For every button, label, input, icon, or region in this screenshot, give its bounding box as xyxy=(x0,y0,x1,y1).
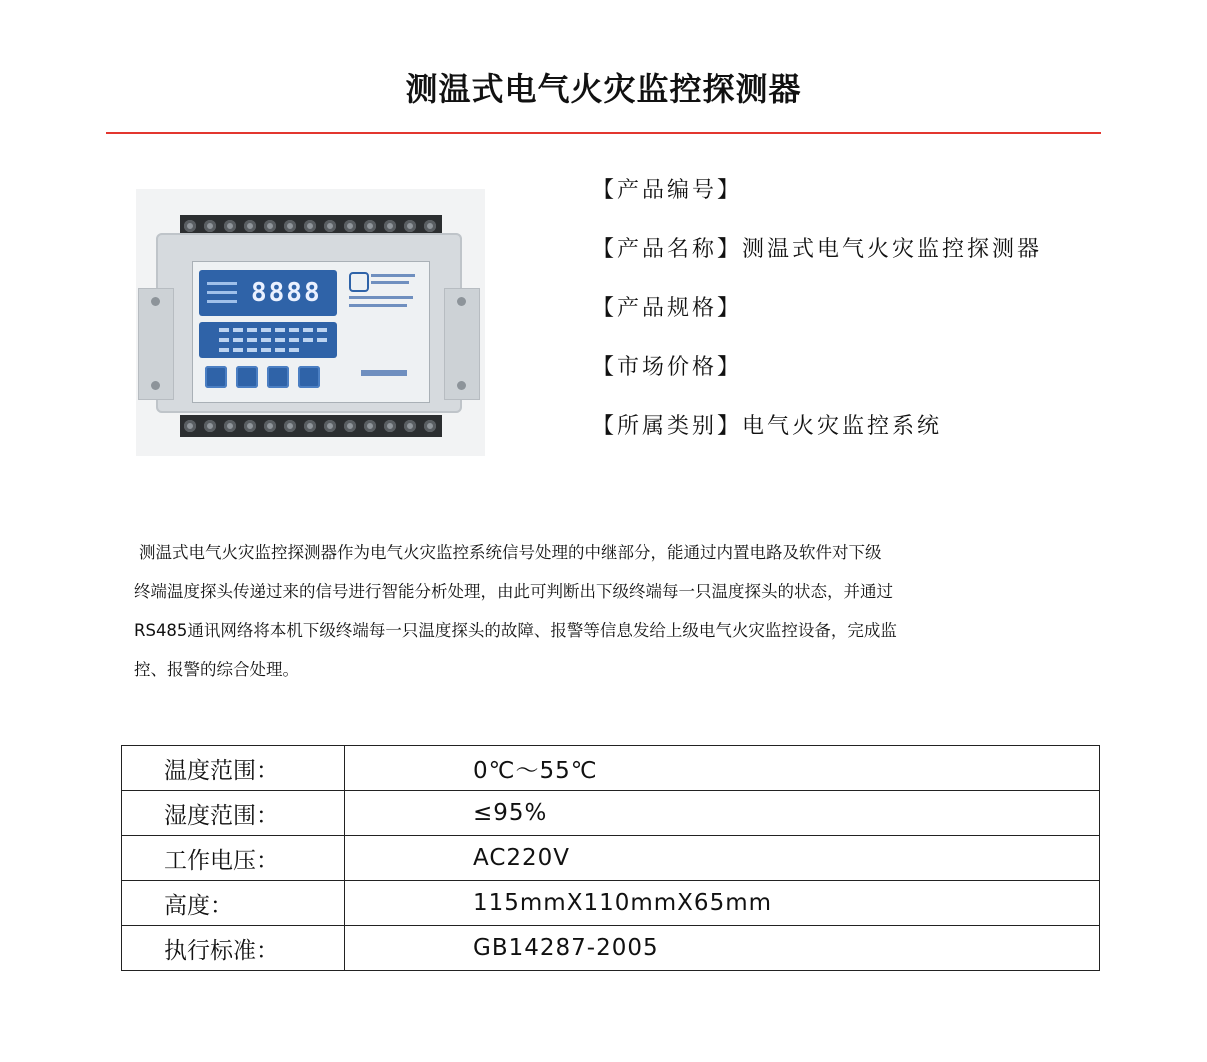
bottom-terminal-block xyxy=(180,415,442,437)
mounting-ear-left xyxy=(138,288,174,400)
table-row xyxy=(122,791,1100,836)
table-row xyxy=(122,881,1100,926)
info-label: 【所属类别】 xyxy=(592,414,743,439)
spec-key: 工作电压： xyxy=(122,836,345,881)
title-divider xyxy=(106,132,1101,134)
spec-value: ≤95% xyxy=(345,791,1100,836)
info-value: 测温式电气火灾监控探测器 xyxy=(742,237,1043,262)
spec-value: 0℃～55℃ xyxy=(345,746,1100,791)
info-market-price xyxy=(592,350,742,381)
description-line: 终端温度探头传递过来的信号进行智能分析处理，由此可判断出下级终端每一只温度探头的状态，并通过 xyxy=(134,582,893,601)
spec-table xyxy=(121,745,1100,971)
info-product-number xyxy=(592,173,742,204)
info-label: 【产品规格】 xyxy=(592,296,743,321)
page-title: 测温式电气火灾监控探测器 xyxy=(405,70,802,108)
info-label: 【市场价格】 xyxy=(592,355,743,380)
spec-value: 115mmX110mmX65mm xyxy=(345,881,1100,926)
spec-value: AC220V xyxy=(345,836,1100,881)
info-product-name xyxy=(592,232,1042,263)
mounting-ear-right xyxy=(444,288,480,400)
info-label: 【产品编号】 xyxy=(592,178,743,203)
table-row xyxy=(122,746,1100,791)
table-row xyxy=(122,836,1100,881)
info-product-spec xyxy=(592,291,742,322)
product-image xyxy=(136,189,485,456)
spec-key: 执行标准： xyxy=(122,926,345,971)
spec-key: 温度范围： xyxy=(122,746,345,791)
spec-key: 高度： xyxy=(122,881,345,926)
device-faceplate xyxy=(192,261,430,403)
info-label: 【产品名称】 xyxy=(592,237,743,262)
description-line: RS485通讯网络将本机下级终端每一只温度探头的故障、报警等信息发给上级电气火灾监控设备，完成监 xyxy=(134,621,897,640)
spec-value: GB14287-2005 xyxy=(345,926,1100,971)
product-description xyxy=(134,533,1024,689)
control-keys xyxy=(205,366,345,390)
table-row xyxy=(122,926,1100,971)
digital-display xyxy=(199,270,337,316)
spec-key: 湿度范围： xyxy=(122,791,345,836)
description-line: 控、报警的综合处理。 xyxy=(134,660,299,679)
info-value: 电气火灾监控系统 xyxy=(742,414,943,439)
indicator-panel xyxy=(199,322,337,358)
description-line: 测温式电气火灾监控探测器作为电气火灾监控系统信号处理的中继部分，能通过内置电路及软件对下级 xyxy=(139,543,882,562)
display-digits: 8888 xyxy=(251,278,322,308)
brand-logo-icon xyxy=(349,272,421,322)
info-category xyxy=(592,409,942,440)
brand-mark-icon xyxy=(361,370,407,376)
